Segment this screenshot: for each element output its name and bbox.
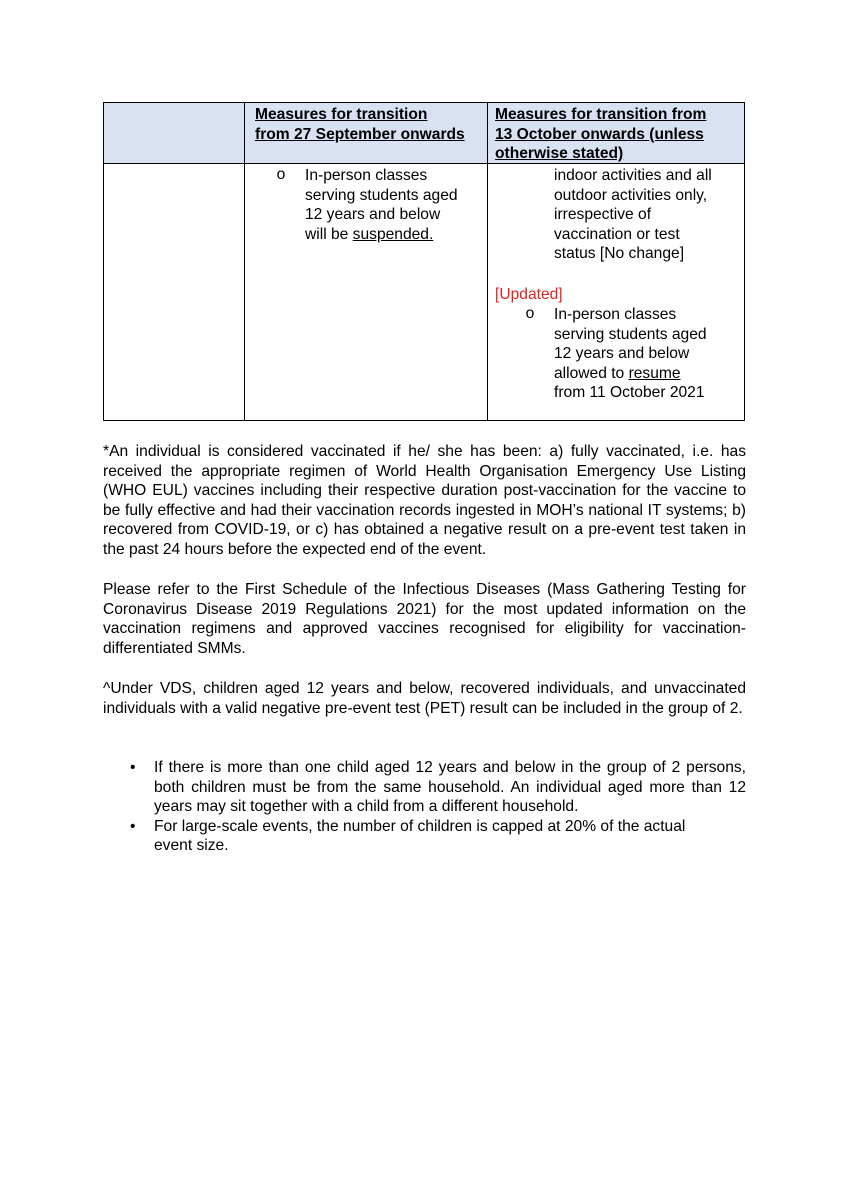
header-col2-line: from 27 September onwards [255, 125, 465, 143]
col3-body-top [554, 166, 744, 264]
bullet-icon: • [130, 759, 136, 776]
header-col3-line: Measures for transition from [495, 106, 707, 123]
first-schedule-paragraph: Please refer to the First Schedule of the Infectious Diseases (Mass Gathering Testing for Coronavirus Disease 2019 Regulations 2021) for the most updated information on the vaccination regimens and approved vaccines recognised for eligibility for vaccination-differentiated SMMs. [103, 581, 746, 657]
bullet-list [103, 758, 746, 856]
bullet-icon: • [130, 817, 136, 835]
table-border-left [103, 102, 104, 421]
col3-line: status [No change] [554, 245, 685, 262]
col3-allowed-prefix: allowed to [554, 364, 629, 382]
col2-line: serving students aged [305, 186, 458, 204]
list-item [103, 758, 746, 817]
col2-line: 12 years and below [305, 206, 441, 223]
resume-text: resume [628, 364, 681, 382]
header-col3-line: otherwise stated) [495, 145, 624, 162]
measures-table [103, 102, 745, 421]
col2-line: In-person classes [305, 167, 428, 184]
header-col3-line: 13 October onwards (unless [495, 125, 704, 143]
header-col2-line: Measures for transition [255, 106, 428, 123]
col3-body-bottom [554, 305, 744, 403]
suspended-text: suspended. [352, 225, 434, 243]
header-col2-text [255, 105, 495, 144]
col2-line [305, 225, 485, 245]
col3-line: 12 years and below [554, 345, 690, 362]
header-col3-text [495, 105, 745, 164]
table-col-divider-1 [244, 102, 245, 421]
hollow-bullet-icon: o [525, 305, 535, 322]
col3-line: serving students aged [554, 325, 707, 343]
table-border-top [103, 102, 745, 103]
table-border-bottom [103, 420, 745, 421]
col3-line: outdoor activities only, [554, 186, 708, 204]
col3-line: from 11 October 2021 [554, 384, 705, 401]
col3-line: vaccination or test [554, 225, 680, 243]
col2-last-prefix: will be [305, 225, 353, 243]
col3-line: In-person classes [554, 306, 677, 323]
col3-line: irrespective of [554, 206, 652, 223]
vds-children-paragraph: ^Under VDS, children aged 12 years and below, recovered individuals, and unvaccinated individuals with a valid negative pre-event test (PET) result can be included in the group of 2. [103, 680, 746, 717]
hollow-bullet-icon: o [276, 166, 286, 183]
table-border-right [744, 102, 745, 421]
col3-line: indoor activities and all [554, 167, 712, 184]
updated-label: [Updated] [495, 286, 563, 303]
table-header-divider [103, 163, 745, 164]
list-item-text: If there is more than one child aged 12 years and below in the group of 2 persons, both children must be from the same household. An individual aged more than 12 years may sit together with a child from a different household. [154, 759, 746, 815]
list-item-text: For large-scale events, the number of children is capped at 20% of the actual event size. [154, 817, 686, 854]
header-cell-empty [103, 102, 244, 163]
table-col-divider-2 [487, 102, 488, 421]
vaccinated-definition-paragraph: *An individual is considered vaccinated if he/ she has been: a) fully vaccinated, i.e. has received the appropriate regimen of World Health Organisation Emergency Use Listing (WHO EUL) vaccines including their respective duration post-vaccination for the vaccine to be fully effective and had their vaccination records ingested in MOH’s national IT systems; b) recovered from COVID-19, or c) has obtained a negative result on a pre-event test taken in the past 24 hours before the expected end of the event. [103, 443, 746, 558]
list-item [103, 817, 714, 856]
col2-body-text [305, 166, 485, 244]
col3-line [554, 364, 744, 384]
